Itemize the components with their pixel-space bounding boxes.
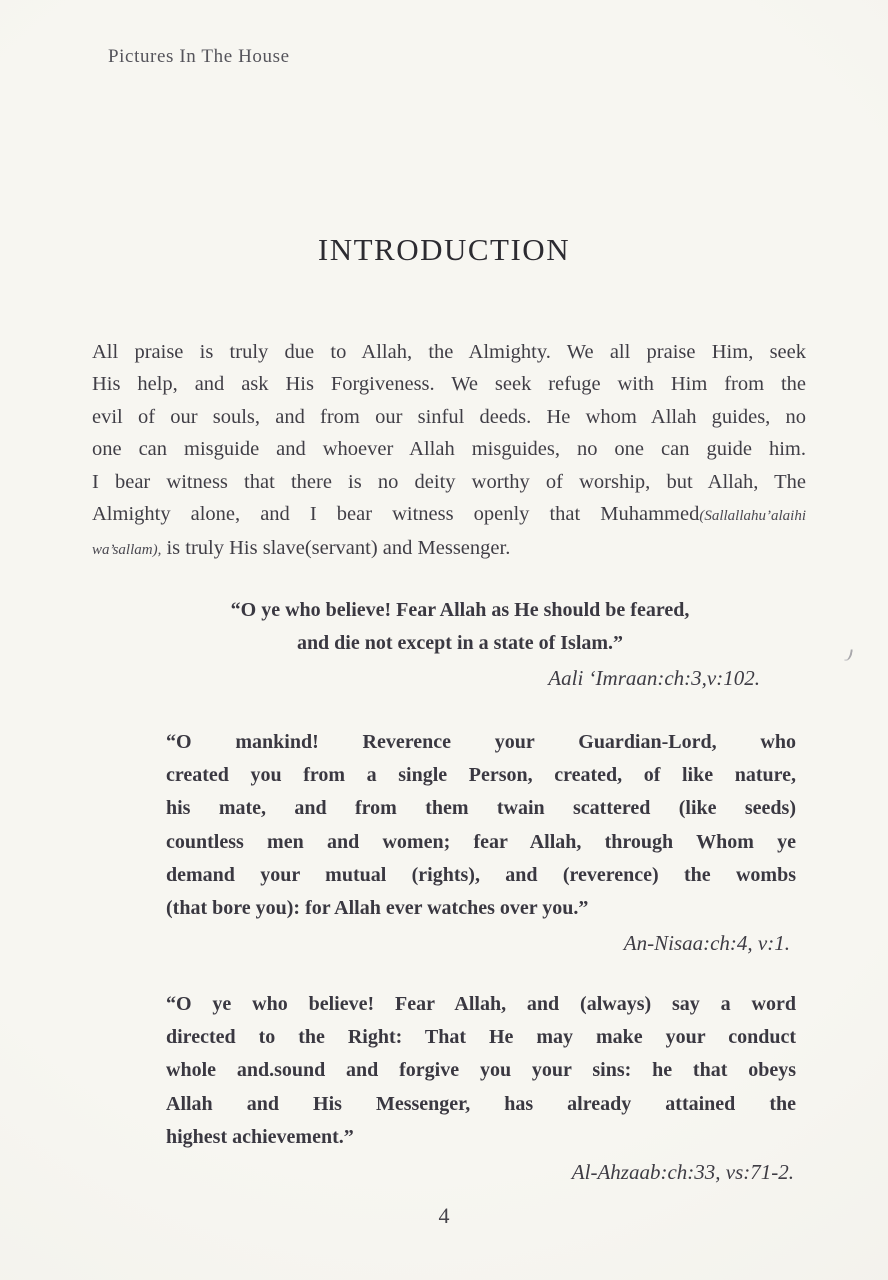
paragraph-line: evil of our souls, and from our sinful deeds. He whom Allah guides, no <box>92 405 806 428</box>
quote-line: (that bore you): for Allah ever watches over you.” <box>166 897 589 920</box>
quote-citation: Aali ‘Imraan:ch:3,v:102. <box>548 666 760 691</box>
quote-line: highest achievement.” <box>166 1125 354 1148</box>
paragraph-line: I bear witness that there is no deity worthy of worship, but Allah, The <box>92 470 806 493</box>
quote-line: whole and.sound and forgive you your sins: he that obeys <box>166 1059 796 1082</box>
quote-block-3 <box>166 988 796 1189</box>
quote-line: and die not except in a state of Islam.” <box>296 632 624 655</box>
paragraph-line: All praise is truly due to Allah, the Almighty. We all praise Him, seek <box>92 341 806 363</box>
page-number: 4 <box>438 1203 450 1228</box>
quote-citation: Al-Ahzaab:ch:33, vs:71-2. <box>571 1160 794 1185</box>
quote-block-2 <box>166 726 796 960</box>
quote-block-1 <box>160 594 760 696</box>
quote-line: Allah and His Messenger, has already attained the <box>166 1092 796 1115</box>
quote-line: directed to the Right: That He may make your conduct <box>166 1026 796 1049</box>
quote-line: his mate, and from them twain scattered (like seeds) <box>166 797 796 820</box>
scan-artifact <box>844 649 853 662</box>
honorific-text: wa’sallam), <box>92 542 162 559</box>
paragraph-line <box>92 532 806 566</box>
quote-citation: An-Nisaa:ch:4, v:1. <box>623 931 790 956</box>
quote-line: demand your mutual (rights), and (reverence) the wombs <box>166 863 796 886</box>
running-header: Pictures In The House <box>108 46 290 67</box>
paragraph-text: is truly His slave(servant) and Messenger. <box>161 537 511 560</box>
quote-line: created you from a single Person, created, of like nature, <box>166 764 796 787</box>
quote-line: “O ye who believe! Fear Allah as He should be feared, <box>230 599 690 621</box>
honorific-text: (Sallallahu’alaihi <box>699 508 806 525</box>
paragraph-text: Almighty alone, and I bear witness openly that Muhammed <box>92 503 700 526</box>
chapter-title: INTRODUCTION <box>317 232 571 267</box>
paragraph-line: His help, and ask His Forgiveness. We seek refuge with Him from the <box>92 373 806 396</box>
paragraph-line <box>92 498 806 532</box>
quote-line: “O mankind! Reverence your Guardian-Lord, who <box>166 731 796 753</box>
intro-paragraph <box>92 336 806 567</box>
quote-line: countless men and women; fear Allah, through Whom ye <box>166 830 796 853</box>
paragraph-line: one can misguide and whoever Allah misguides, no one can guide him. <box>92 438 806 461</box>
quote-line: “O ye who believe! Fear Allah, and (always) say a word <box>166 993 796 1015</box>
